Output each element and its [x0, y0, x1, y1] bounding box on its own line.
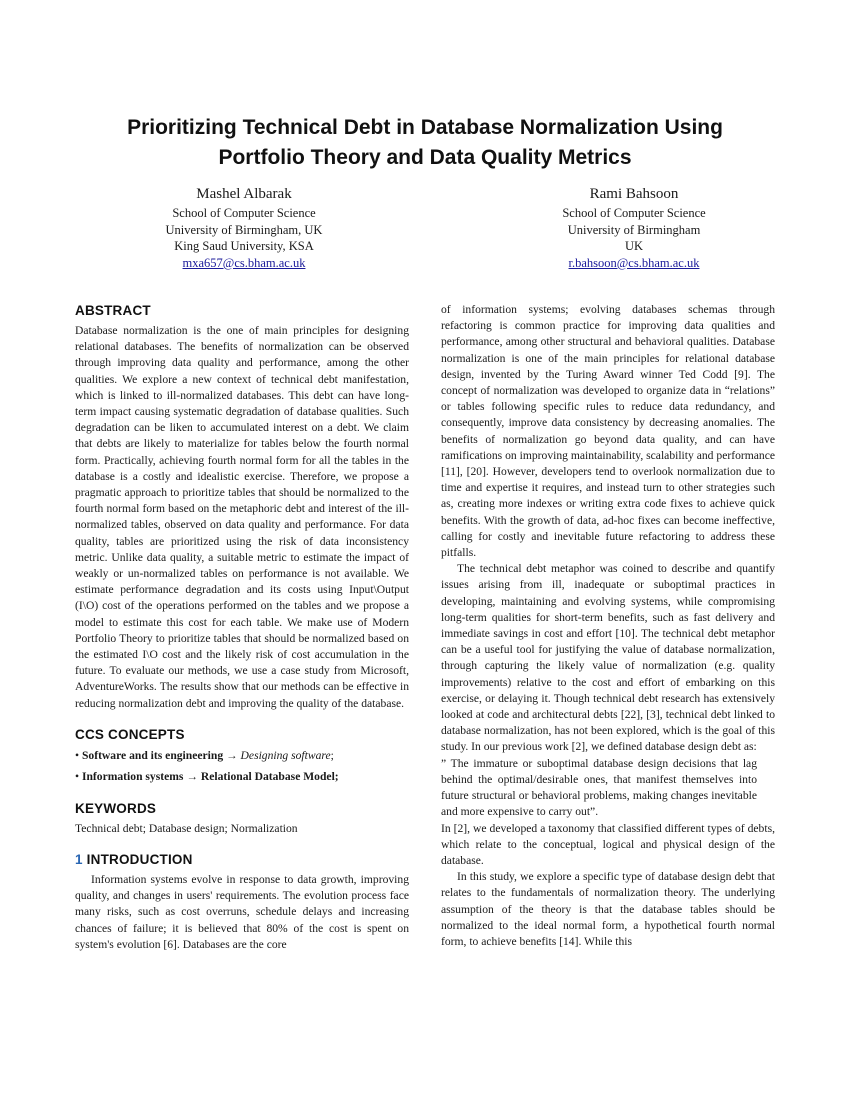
author-affiliation: UK — [624, 239, 644, 253]
author-affiliation: School of Computer Science — [172, 206, 316, 220]
paper-title — [60, 113, 790, 173]
author-email-link[interactable]: r.bahsoon@cs.bham.ac.uk — [568, 255, 700, 270]
left-column — [75, 302, 409, 953]
arrow-symbol: → — [186, 769, 198, 783]
body-paragraph: In [2], we developed a taxonomy that classified different types of debts, which relate to the conceptual, logical and physical design of the database. — [441, 821, 775, 867]
ccs-subterm: Relational Database Model; — [200, 769, 339, 783]
ccs-item — [75, 747, 409, 765]
abstract-heading: ABSTRACT — [75, 303, 151, 318]
body-paragraph: The technical debt metaphor was coined to describe and quantify issues arising from ill, inadequate or suboptimal practices in developing, maintaining and evolving systems, while compromising long-term qualities for short-term benefits, such as fast delivery and immediate savings in cost and effort [10]. The technical debt metaphor can be a useful tool for justifying the value of database normalization, through capturing the likely value of normalization (e.g. quality improvements) relative to the cost and effort of embarking on this exercise, or delaying it. Though technical debt research has extensively looked at code and architectural debts [22], [3], technical debt linked to database normalization, has not been explored, which is the goal of this study. In our previous work [2], we defined database design debt as: — [441, 562, 775, 754]
author-affiliation: University of Birmingham — [567, 222, 701, 237]
author-affiliation: King Saud University, KSA — [174, 239, 314, 253]
ccs-end: ; — [330, 748, 334, 762]
section-title: INTRODUCTION — [86, 852, 193, 868]
author-affiliation: School of Computer Science — [562, 206, 706, 220]
ccs-heading: CCS CONCEPTS — [75, 726, 185, 742]
keywords-text: Technical debt; Database design; Normalization — [75, 821, 298, 835]
author-email-link[interactable]: mxa657@cs.bham.ac.uk — [182, 255, 306, 270]
bullet: • — [75, 769, 80, 783]
ccs-term: Software and its engineering — [81, 748, 224, 762]
author-block-1 — [94, 184, 394, 271]
arrow-symbol: → — [226, 748, 238, 762]
author-name: Mashel Albarak — [196, 186, 292, 202]
ccs-item — [75, 768, 409, 786]
definition-quote: ” The immature or suboptimal database design decisions that lag behind the optimal/desirable ones, that manifest themselves into future structural or behavioral problems, making changes inevitable and more expensive to carry out”. — [441, 756, 757, 819]
right-column — [441, 302, 775, 950]
keywords-heading: KEYWORDS — [75, 800, 157, 816]
abstract-text: Database normalization is the one of main principles for designing relational databases. The benefits of normalization can be observed through improving data quality and performance, among the other qualities. We explore a new context of technical debt manifestation, which is linked to ill-normalized databases. This debt can have long-term impact causing systematic degradation of database qualities. Such degradation can be liken to accumulated interest on a debt. We claim that debts are likely to materialize for tables below the fourth normal form. Practically, achieving fourth normal form for all the tables in the database is a costly and idealistic exercise. Therefore, we propose a pragmatic approach to prioritize tables that should be normalized to the fourth normal form based on the metaphoric debt and interest of the ill-normalized tables, observed on data quality and performance. For data quality, tables are prioritized using the risk of data inconsistency metric. Unlike data quality, a suitable metric to estimate the impact of weakly or un-normalized tables on performance is not available. We estimate performance degradation and its costs using Input\Output (I\O) cost of the operations performed on the tables and we propose a model to estimate this cost for each table. We make use of Modern Portfolio Theory to prioritize tables that should be normalized based on the estimated I\O cost and the likely risk of cost accumulation in the future. To evaluate our methods, we use a case study from Microsoft, AdventureWorks. The results show that our methods can be effective in reducing normalization debt and improving the quality of the database. — [75, 324, 409, 710]
title-line-1: Prioritizing Technical Debt in Database Normalization Using — [127, 116, 723, 139]
author-block-2 — [484, 184, 784, 271]
body-paragraph: of information systems; evolving databases schemas through refactoring is common practice for improving data qualities and performance, among other structural and behavioral qualities. Database normalization is one of the main principles for relational database design, invented by the Turing Award winner Ted Codd [9]. The concept of normalization was developed to organize data in “relations” or tables following specific rules to reduce data redundancy, and consequently, improve data consistency by decreasing anomalies. The benefits of normalization go beyond data quality, and can have ramifications on improving maintainability, scalability and performance [11], [20]. However, developers tend to overlook normalization due to time and expertise it requires, and instead turn to other strategies such as, creating more indexes or writing extra code fixes to achieve quick benefits. With the growth of data, ad-hoc fixes can become ineffective, calling for costly and inevitable future refactoring to address these pitfalls. — [441, 303, 775, 560]
section-number: 1 — [75, 852, 83, 868]
ccs-subterm: Designing software — [240, 748, 331, 762]
ccs-term: Information systems — [81, 769, 184, 783]
author-affiliation: University of Birmingham, UK — [165, 222, 323, 237]
introduction-heading — [75, 851, 409, 869]
introduction-paragraph: Information systems evolve in response to data growth, improving quality, and changes in users' requirements. The evolution process face many risks, such as cost overruns, schedule delays and increasing chances of failure; it is believed that 80% of the cost is spent on system's evolution [6]. Databases are the core — [75, 873, 409, 951]
bullet: • — [75, 748, 80, 762]
author-name: Rami Bahsoon — [589, 186, 679, 202]
body-paragraph: In this study, we explore a specific type of database design debt that relates to the fundamentals of normalization theory. The underlying assumption of the theory is that the database tables should be normalized to the ideal normal form, a hypothetical fourth normal form, to achieve benefits [14]. While this — [441, 870, 775, 948]
title-line-2: Portfolio Theory and Data Quality Metrics — [218, 146, 632, 169]
